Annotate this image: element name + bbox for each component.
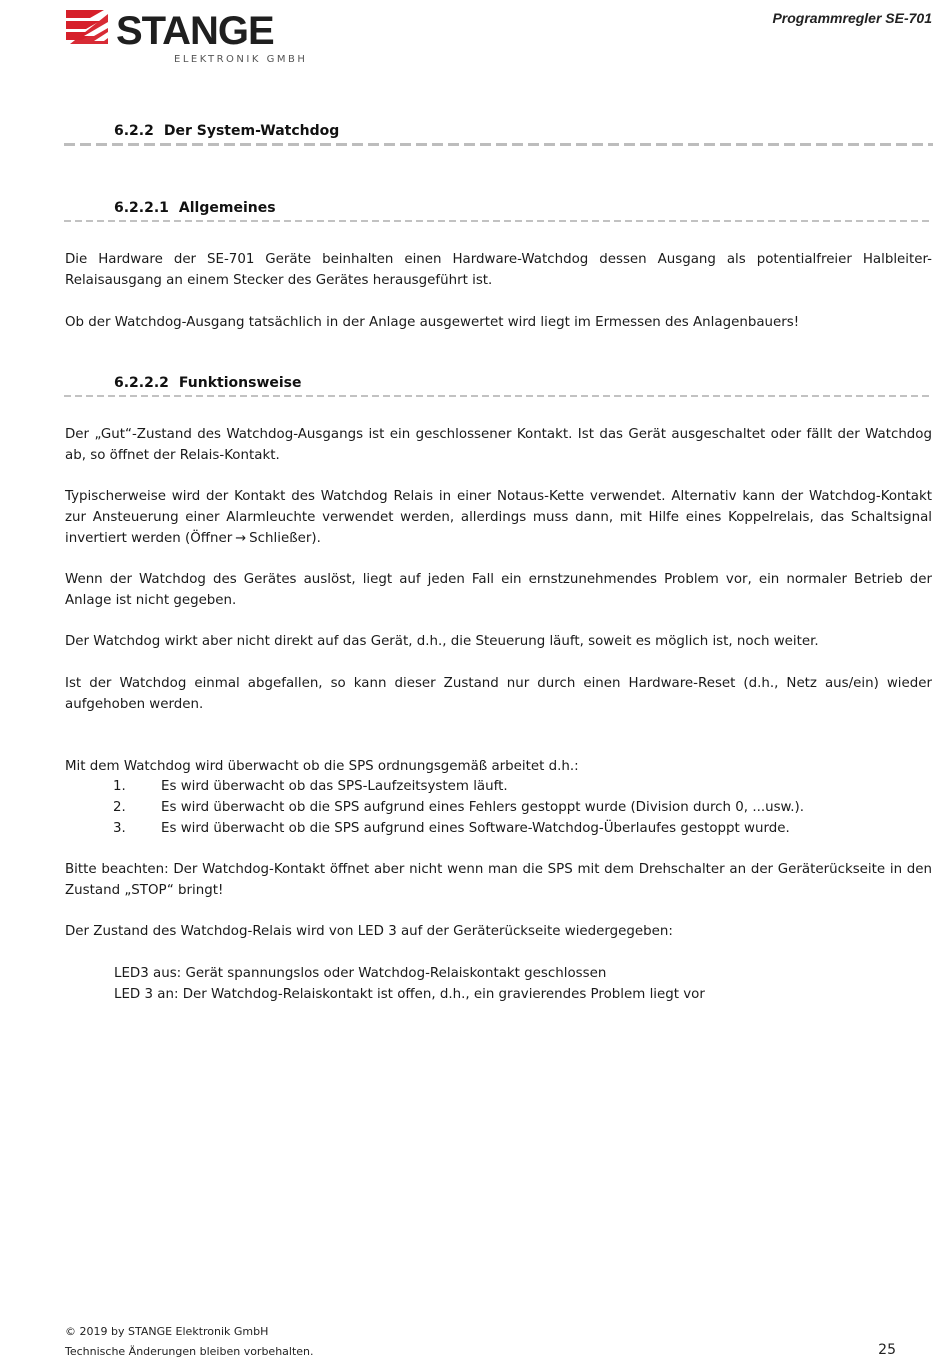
list-number: 1. <box>113 779 126 794</box>
subsection-divider <box>64 220 933 222</box>
paragraph-evaluation: Ob der Watchdog-Ausgang tatsächlich in der Anlage ausgewertet wird liegt im Ermessen des Anlagenbauers! <box>65 315 800 330</box>
paragraph-no-direct-effect: Der Watchdog wirkt aber nicht direkt auf das Gerät, d.h., die Steuerung läuft, soweit es möglich ist, noch weiter. <box>65 634 819 649</box>
paragraph-good-state: Der „Gut“-Zustand des Watchdog-Ausgangs ist ein geschlossener Kontakt. Ist das Gerät ausgeschaltet oder fällt der Watchdog ab, so öffnet der Relais-Kontakt. <box>65 427 932 463</box>
section-heading-6-2-2-1 <box>114 200 276 216</box>
footer-notice: Technische Änderungen bleiben vorbehalten. <box>65 1345 314 1358</box>
paragraph-text: Schließer). <box>249 531 321 546</box>
section-title: Der System-Watchdog <box>163 123 340 139</box>
logo-mark-icon <box>66 10 110 44</box>
list-item <box>65 776 932 797</box>
list-text: Es wird überwacht ob die SPS aufgrund eines Software-Watchdog-Überlaufes gestoppt wurde. <box>161 821 790 836</box>
list-number: 2. <box>113 800 126 815</box>
paragraph-typical-use <box>65 486 932 549</box>
section-heading-6-2-2 <box>114 123 339 139</box>
section-title: Allgemeines <box>178 200 276 216</box>
company-logo <box>64 8 309 66</box>
list-number: 3. <box>113 821 126 836</box>
led-state-off: LED3 aus: Gerät spannungslos oder Watchdog-Relaiskontakt geschlossen <box>114 966 607 981</box>
list-text: Es wird überwacht ob die SPS aufgrund eines Fehlers gestoppt wurde (Division durch 0, ...usw.). <box>161 800 805 815</box>
logo-sub-text: ELEKTRONIK GMBH <box>174 54 308 65</box>
section-number: 6.2.2.2 <box>114 375 169 391</box>
paragraph-hardware: Die Hardware der SE-701 Geräte beinhalten einen Hardware-Watchdog dessen Ausgang als potentialfreier Halbleiter-Relaisausgang an einem Stecker des Gerätes herausgeführt ist. <box>65 252 932 288</box>
paragraph-trigger: Wenn der Watchdog des Gerätes auslöst, liegt auf jeden Fall ein ernstzunehmendes Problem vor, ein normaler Betrieb der Anlage ist nicht gegeben. <box>65 572 932 608</box>
paragraph-stop-note: Bitte beachten: Der Watchdog-Kontakt öffnet aber nicht wenn man die SPS mit dem Drehschalter an der Geräterückseite in den Zustand „STOP“ bringt! <box>65 862 932 898</box>
section-heading-6-2-2-2 <box>114 375 302 391</box>
footer-copyright: © 2019 by STANGE Elektronik GmbH <box>65 1325 269 1338</box>
page-number: 25 <box>878 1342 896 1358</box>
subsection-divider <box>64 395 933 397</box>
paragraph-monitoring: Mit dem Watchdog wird überwacht ob die SPS ordnungsgemäß arbeitet d.h.: <box>65 759 579 774</box>
list-item <box>65 818 932 839</box>
document-title: Programmregler SE-701 <box>772 10 932 26</box>
section-number: 6.2.2.1 <box>114 200 169 216</box>
monitoring-list <box>65 776 932 839</box>
list-item <box>65 797 932 818</box>
list-text: Es wird überwacht ob das SPS-Laufzeitsystem läuft. <box>161 779 508 794</box>
arrow-right-icon: → <box>235 531 247 546</box>
paragraph-led: Der Zustand des Watchdog-Relais wird von LED 3 auf der Geräterückseite wiedergegeben: <box>65 924 673 939</box>
section-title: Funktionsweise <box>178 375 302 391</box>
section-number: 6.2.2 <box>114 123 154 139</box>
paragraph-text: Typischerweise wird der Kontakt des Watchdog Relais in einer Notaus-Kette verwendet. Alternativ kann der Watchdog-Kontakt zur Ansteuerung einer Alarmleuchte verwendet werden, allerdings muss dann, mit Hilfe eines Koppelrelais, das Schaltsignal invertiert werden (Öffner <box>65 489 932 546</box>
logo-brand-text: STANGE <box>116 9 274 53</box>
section-divider <box>64 143 933 146</box>
led-state-on: LED 3 an: Der Watchdog-Relaiskontakt ist offen, d.h., ein gravierendes Problem liegt vor <box>114 987 705 1002</box>
paragraph-reset: Ist der Watchdog einmal abgefallen, so kann dieser Zustand nur durch einen Hardware-Reset (d.h., Netz aus/ein) wieder aufgehoben werden. <box>65 676 932 712</box>
